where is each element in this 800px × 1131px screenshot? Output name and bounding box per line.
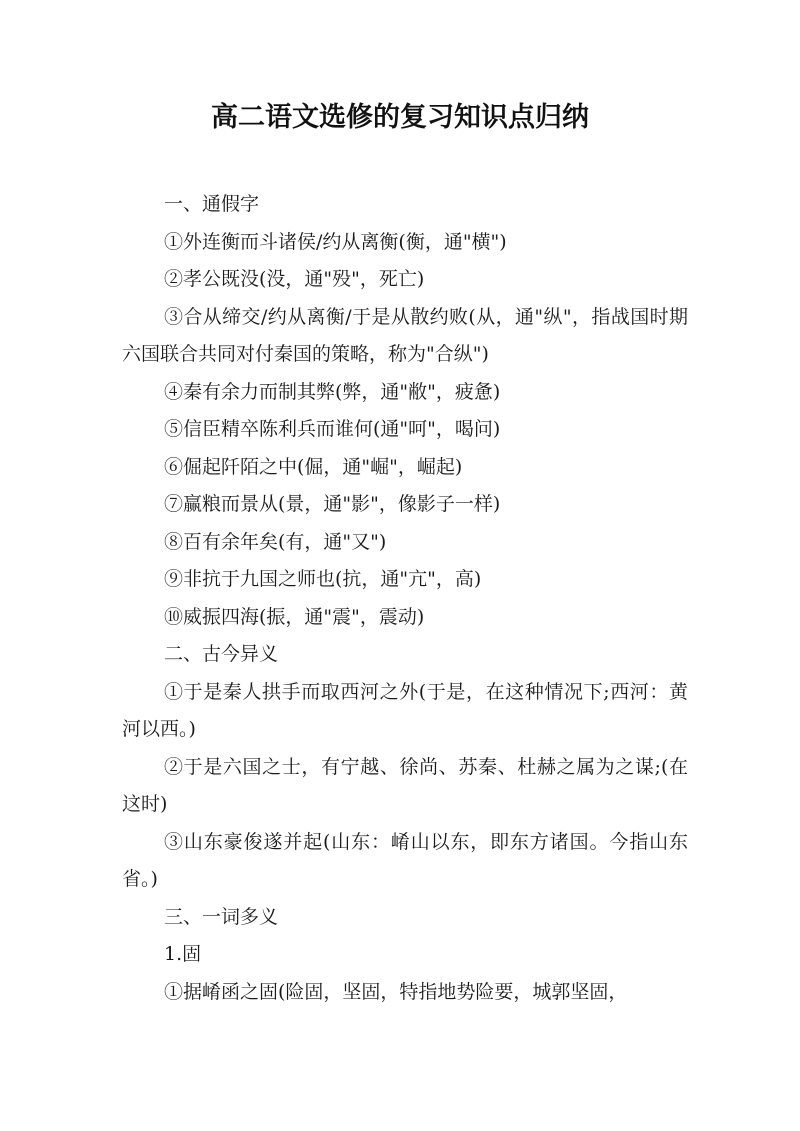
subsection-heading: 1.固 xyxy=(164,943,202,965)
paragraph: ⑤信臣精卒陈利兵而谁何(通"呵"，喝问) xyxy=(164,418,501,440)
paragraph: ⑥倔起阡陌之中(倔，通"崛"，崛起) xyxy=(164,455,463,478)
section-heading: 三、一词多义 xyxy=(164,905,279,928)
paragraph: ⑦赢粮而景从(景，通"影"，像影子一样) xyxy=(164,493,501,515)
paragraph: ④秦有余力而制其弊(弊，通"敝"，疲惫) xyxy=(164,380,501,403)
section-heading: 二、古今异义 xyxy=(164,643,279,665)
paragraph: ①于是秦人拱手而取西河之外(于是，在这种情况下;西河：黄河以西。) xyxy=(122,680,688,740)
paragraph: ②孝公既没(没，通"殁"，死亡) xyxy=(164,268,425,290)
paragraph: ①据崤函之固(险固，坚固，特指地势险要，城郭坚固， xyxy=(164,980,628,1003)
document-title: 高二语文选修的复习知识点归纳 xyxy=(211,102,589,133)
document-body xyxy=(122,186,688,1011)
paragraph: ⑩威振四海(振，通"震"，震动) xyxy=(164,605,425,628)
paragraph: ③合从缔交/约从离衡/于是从散约败(从，通"纵"，指战国时期六国联合共同对付秦国的策略，称为"合纵") xyxy=(122,305,688,365)
paragraph: ⑧百有余年矣(有，通"又") xyxy=(164,530,387,553)
paragraph: ③山东豪俊遂并起(山东：崤山以东，即东方诸国。今指山东省。) xyxy=(122,830,688,890)
paragraph: ⑨非抗于九国之师也(抗，通"亢"，高) xyxy=(164,568,482,590)
paragraph: ②于是六国之士，有宁越、徐尚、苏秦、杜赫之属为之谋;(在这时) xyxy=(122,755,688,815)
section-heading: 一、通假字 xyxy=(164,193,260,215)
paragraph: ①外连衡而斗诸侯/约从离衡(衡，通"横") xyxy=(164,230,507,253)
